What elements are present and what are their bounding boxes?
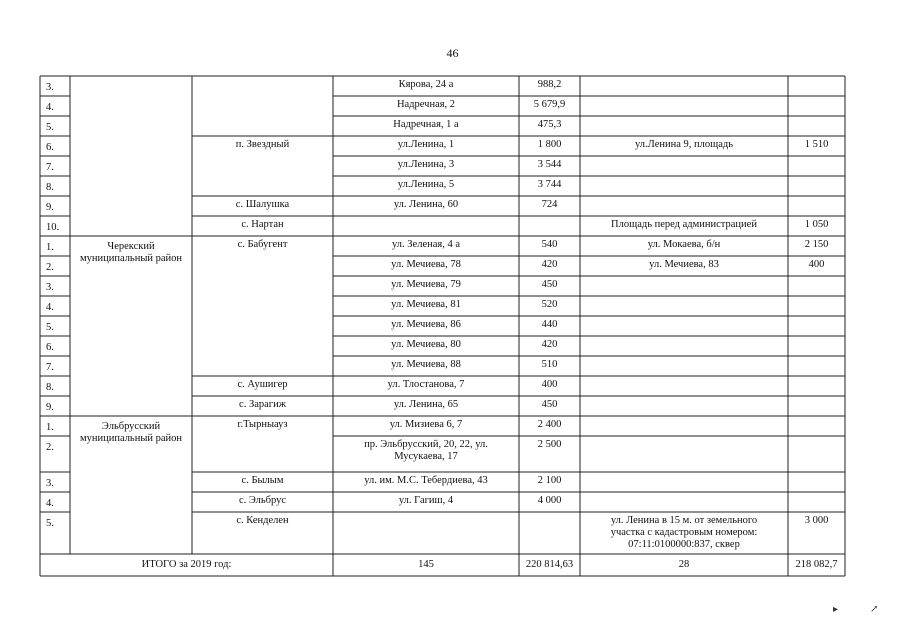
address-cell: Надречная, 2 — [396, 99, 456, 110]
row-number: 5. — [46, 122, 54, 133]
address-cell: ул. Мечиева, 80 — [391, 339, 461, 350]
area-cell: 5 679,9 — [533, 99, 566, 110]
place2-cell: ул. Мокаева, б/н — [647, 239, 721, 250]
row-number: 3. — [46, 282, 54, 293]
address-cell: ул. Мечиева, 86 — [391, 319, 461, 330]
settlement-cell: п. Звездный — [235, 139, 290, 150]
area-cell: 510 — [541, 359, 558, 370]
row-number: 4. — [46, 498, 54, 509]
row-number: 3. — [46, 82, 54, 93]
place2-cell: ул.Ленина 9, площадь — [635, 139, 733, 150]
address-cell: ул. Ленина, 60 — [393, 199, 459, 210]
total-count: 145 — [418, 559, 434, 570]
row-number: 6. — [46, 342, 54, 353]
place2-cell: ул. Ленина в 15 м. от земельного участка с кадастровым номером: 07:11:0100000:837, сквер — [610, 515, 758, 550]
settlement-cell: с. Аушигер — [237, 379, 288, 390]
area-cell: 3 744 — [537, 179, 562, 190]
area2-cell: 400 — [808, 259, 825, 270]
address-cell: ул. Ленина, 65 — [393, 399, 459, 410]
total-label: ИТОГО за 2019 год: — [141, 559, 232, 570]
area2-cell: 3 000 — [804, 515, 829, 526]
area-cell: 2 400 — [537, 419, 562, 430]
row-number: 9. — [46, 402, 54, 413]
settlement-cell: с. Нартан — [241, 219, 284, 230]
area-cell: 450 — [541, 279, 558, 290]
address-cell: ул. Мечиева, 79 — [391, 279, 461, 290]
address-cell: ул. Мечиева, 78 — [391, 259, 461, 270]
row-number: 1. — [46, 242, 54, 253]
settlement-cell: с. Эльбрус — [238, 495, 287, 506]
row-number: 2. — [46, 262, 54, 273]
district-cell: Эльбрусский муниципальный район — [79, 421, 183, 444]
address-cell: ул.Ленина, 5 — [397, 179, 455, 190]
row-number: 3. — [46, 478, 54, 489]
row-number: 6. — [46, 142, 54, 153]
row-number: 10. — [46, 222, 60, 233]
area-cell: 988,2 — [537, 79, 562, 90]
area2-cell: 1 050 — [804, 219, 829, 230]
area-cell: 1 800 — [537, 139, 562, 150]
district-cell: Черекский муниципальный район — [79, 241, 183, 264]
row-number: 1. — [46, 422, 54, 433]
settlement-cell: с. Зарагиж — [239, 399, 286, 410]
row-number: 4. — [46, 302, 54, 313]
address-cell: Надречная, 1 а — [393, 119, 459, 130]
area-cell: 2 100 — [537, 475, 562, 486]
place2-cell: ул. Мечиева, 83 — [649, 259, 719, 270]
row-number: 7. — [46, 162, 54, 173]
row-number: 5. — [46, 518, 54, 529]
address-cell: ул. Мечиева, 88 — [391, 359, 461, 370]
area-cell: 440 — [541, 319, 558, 330]
address-cell: Кярова, 24 а — [398, 79, 454, 90]
row-number: 8. — [46, 182, 54, 193]
area-cell: 420 — [541, 339, 558, 350]
address-cell: ул. Гагиш, 4 — [398, 495, 454, 506]
address-cell: ул. Мизиева 6, 7 — [389, 419, 463, 430]
total-area: 220 814,63 — [525, 559, 574, 570]
address-cell: ул. им. М.С. Тебердиева, 43 — [364, 475, 488, 486]
margin-mark: ▸ — [833, 604, 839, 615]
row-number: 2. — [46, 442, 54, 453]
total-area2: 218 082,7 — [795, 559, 838, 570]
area-cell: 520 — [541, 299, 558, 310]
area-cell: 450 — [541, 399, 558, 410]
row-number: 7. — [46, 362, 54, 373]
settlement-cell: с. Бабугент — [237, 239, 288, 250]
area-cell: 4 000 — [537, 495, 562, 506]
area-cell: 540 — [541, 239, 558, 250]
place2-cell: Площадь перед администрацией — [611, 219, 757, 230]
area-cell: 400 — [541, 379, 558, 390]
row-number: 5. — [46, 322, 54, 333]
page-number: 46 — [446, 46, 459, 60]
address-cell: ул. Тлостанова, 7 — [387, 379, 465, 390]
area-cell: 724 — [541, 199, 558, 210]
address-cell: ул.Ленина, 1 — [397, 139, 455, 150]
address-cell: ул. Зеленая, 4 а — [392, 239, 460, 250]
settlement-cell: с. Кенделен — [236, 515, 289, 526]
total-count2: 28 — [678, 559, 690, 570]
area2-cell: 1 510 — [804, 139, 829, 150]
settlement-cell: с. Былым — [241, 475, 284, 486]
area-cell: 420 — [541, 259, 558, 270]
area-cell: 475,3 — [537, 119, 562, 130]
address-cell: ул. Мечиева, 81 — [391, 299, 461, 310]
row-number: 4. — [46, 102, 54, 113]
row-number: 9. — [46, 202, 54, 213]
settlement-cell: г.Тырныауз — [237, 419, 288, 430]
area2-cell: 2 150 — [804, 239, 829, 250]
row-number: 8. — [46, 382, 54, 393]
settlement-cell: с. Шалушка — [235, 199, 290, 210]
area-cell: 3 544 — [537, 159, 562, 170]
margin-mark: ↗ — [870, 604, 879, 615]
address-cell: пр. Эльбрусский, 20, 22, ул. Мусукаева, 17 — [364, 439, 488, 462]
address-cell: ул.Ленина, 3 — [397, 159, 455, 170]
area-cell: 2 500 — [537, 439, 562, 450]
